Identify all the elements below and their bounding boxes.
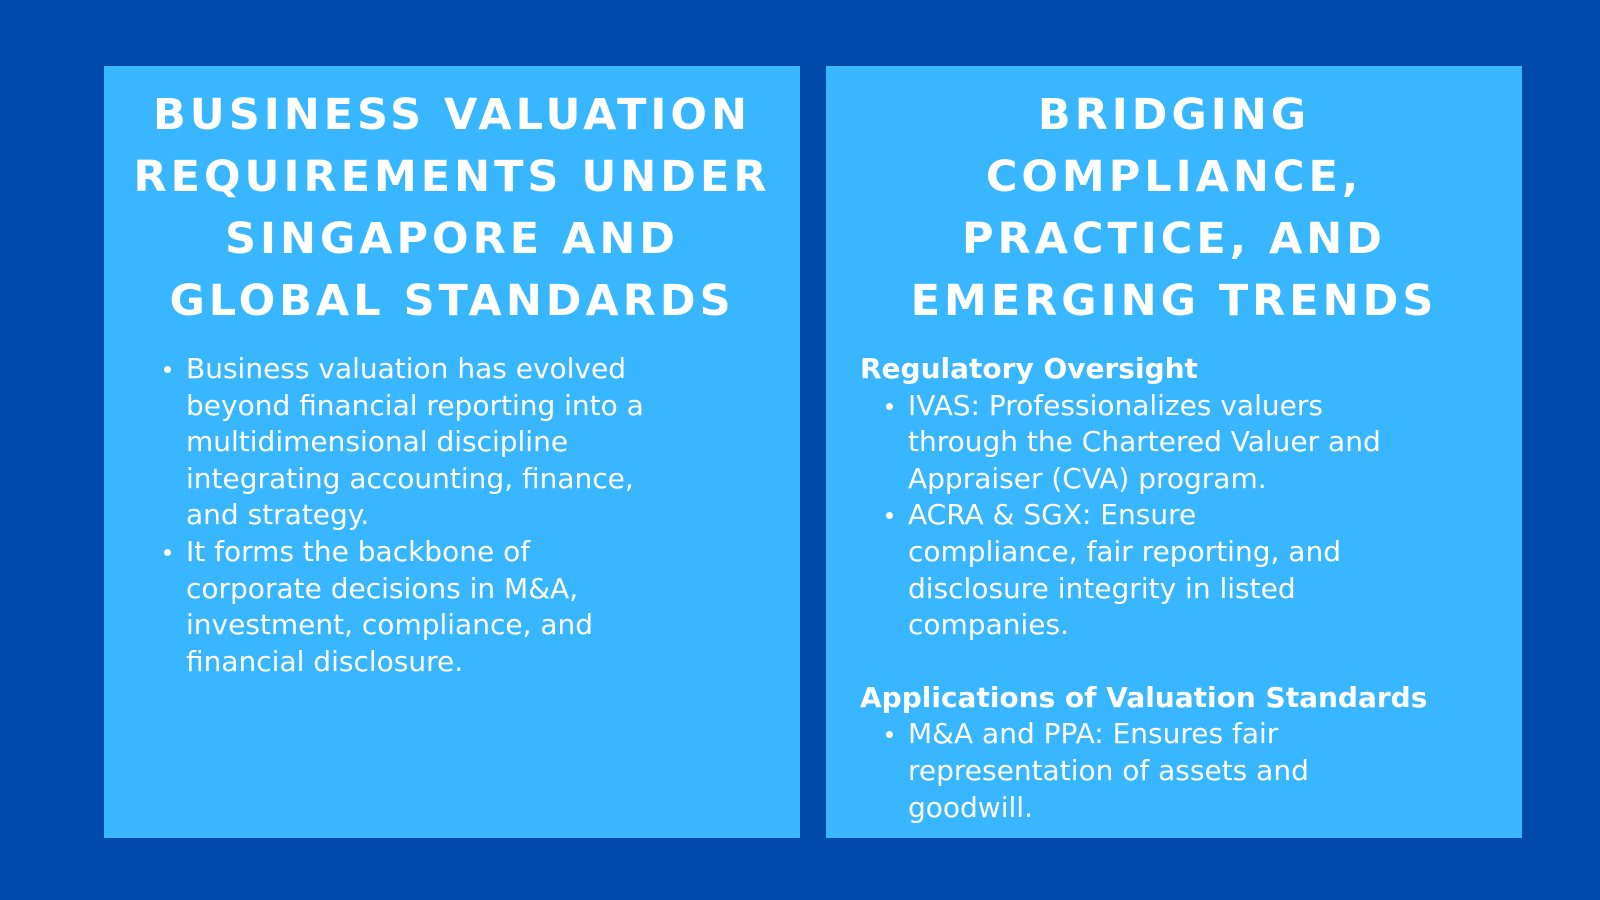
bullet-line: Appraiser (CVA) program.	[908, 461, 1267, 495]
section-heading-regulatory-oversight: Regulatory Oversight	[860, 352, 1198, 385]
bullet-dot-icon	[164, 549, 171, 556]
right-title-line: EMERGING TRENDS	[910, 276, 1438, 326]
section-heading-applications: Applications of Valuation Standards	[860, 680, 1428, 714]
bullet-line: through the Chartered Valuer and	[908, 425, 1381, 459]
bullet-line: It forms the backbone of	[186, 534, 531, 568]
bullet-line: IVAS: Professionalizes valuers	[908, 388, 1323, 422]
regulatory-bullet-list	[886, 388, 1510, 644]
bullet-line: ACRA & SGX: Ensure	[908, 498, 1197, 532]
bullet-line: representation of assets and	[908, 753, 1309, 787]
left-bullet-list	[164, 351, 764, 680]
applications-bullet-list	[886, 716, 1510, 826]
right-title-line: PRACTICE, AND	[962, 214, 1386, 264]
bullet-dot-icon	[886, 731, 893, 738]
bullet-dot-icon	[164, 366, 171, 373]
right-title-line: BRIDGING	[1037, 90, 1311, 140]
bullet-line: goodwill.	[908, 790, 1033, 824]
bullet-line: M&A and PPA: Ensures fair	[908, 717, 1279, 751]
bullet-line: investment, compliance, and	[186, 608, 594, 642]
left-panel-body	[164, 351, 764, 680]
bullet-line: compliance, fair reporting, and	[908, 534, 1341, 568]
right-panel-title	[826, 84, 1522, 332]
list-item	[164, 351, 764, 534]
bullet-line: and strategy.	[186, 498, 370, 532]
bullet-line: disclosure integrity in listed	[908, 571, 1296, 605]
list-item	[886, 497, 1510, 643]
left-panel-title	[104, 84, 800, 332]
left-title-line: BUSINESS VALUATION	[153, 90, 751, 140]
right-panel-body	[860, 351, 1510, 826]
left-panel	[104, 66, 800, 838]
bullet-dot-icon	[886, 512, 893, 519]
list-item	[164, 534, 764, 680]
bullet-line: financial disclosure.	[186, 644, 464, 678]
bullet-line: integrating accounting, finance,	[186, 461, 634, 495]
bullet-line: multidimensional discipline	[186, 425, 569, 459]
right-panel	[826, 66, 1522, 838]
list-item	[886, 716, 1510, 826]
section-spacer	[860, 644, 1510, 680]
bullet-line: Business valuation has evolved	[186, 352, 626, 385]
bullet-line: beyond financial reporting into a	[186, 388, 644, 422]
bullet-dot-icon	[886, 403, 893, 410]
left-title-line: SINGAPORE AND	[224, 214, 679, 264]
left-title-line: REQUIREMENTS UNDER	[133, 152, 771, 202]
left-title-line: GLOBAL STANDARDS	[169, 276, 735, 326]
bullet-line: companies.	[908, 608, 1069, 642]
bullet-line: corporate decisions in M&A,	[186, 571, 579, 605]
right-title-line: COMPLIANCE,	[985, 152, 1363, 202]
list-item	[886, 388, 1510, 498]
